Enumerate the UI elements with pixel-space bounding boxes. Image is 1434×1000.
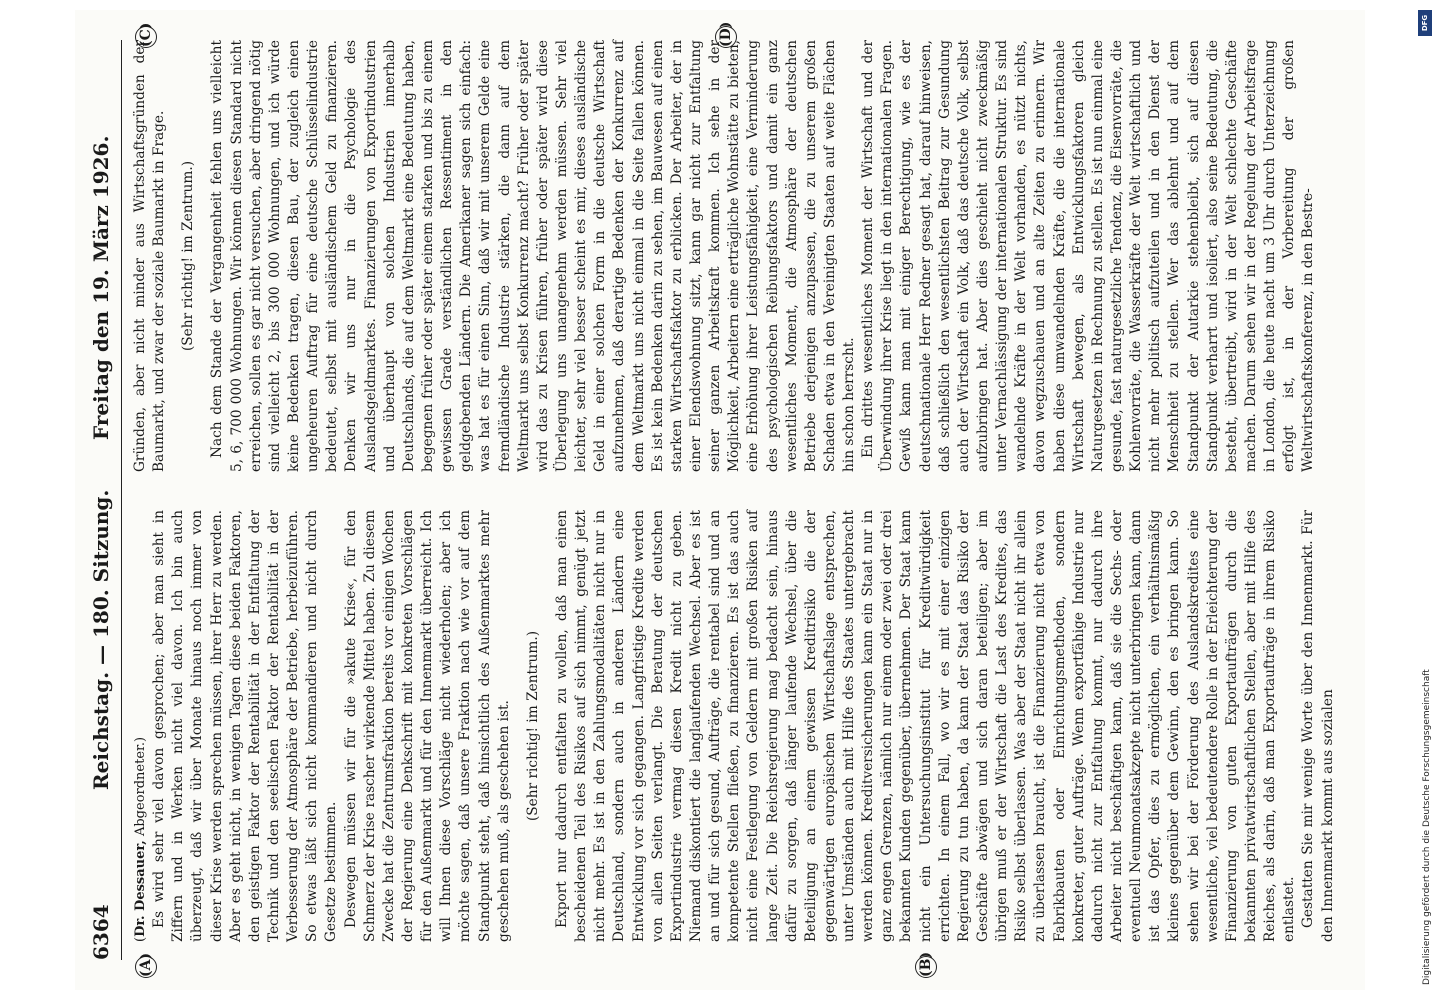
margin-marker-c: (C) [135,26,157,48]
paragraph: Ein drittes wesentliches Moment der Wirtschaft und der Überwindung ihrer Krise liegt in den internationalen Fragen. Gewiß kann man mit einiger Berechtigung, wie es der deutschnationale Herr Redner gesagt hat, darauf hinweisen, daß schließlich den wesentlichsten Beitrag zur Gesundung auch der Wirtschaft ein Volk, daß das deutsche Volk, selbst aufzubringen hat. Aber dies geschieht nicht zweckmäßig unter Vernachlässigung der internationalen Struktur. Es sind wandelnde Kräfte in der Welt vorhanden, es nützt nichts, davon wegzuschauen und an alte Zeiten zu erinnern. Wir haben diese umwandelnden Kräfte, die die internationale Wirtschaft bewegen, als Entwicklungsfaktoren gleich Naturgesetzen in Rechnung zu stellen. Es ist nun einmal eine gesunde, fast naturgesetzliche Tendenz, die Eisenvorräte, die Kohlenvorräte, die Wasserkräfte der Welt wirtschaftlich und nicht mehr politisch aufzuteilen und in den Dienst der Menschheit zu stellen. Wer das ablehnt und auf dem Standpunkt der Autarkie stehenbleibt, sich auf diesen Standpunkt verharrt und isoliert, also seine Bedeutung, die besteht, übertreibt, wird in der Welt schlechte Geschäfte machen. Darum sehen wir in der Regelung der Arbeitsfrage in London, die heute nacht um 3 Uhr durch Unterzeichnung erfolgt ist, in der Vorbereitung der großen Weltwirtschaftskonferenz, in den Bestre- [860,40,1317,472]
session-title: Reichstag. — 180. Sitzung. [89,489,113,790]
dfg-badge-text: DFG [1421,14,1429,32]
paragraph: Es wird sehr viel davon gesprochen; aber man sieht in Ziffern und in Werken nicht viel davon. Ich bin auch überzeugt, daß wir über Monate hinaus noch immer von dieser Krise werden sprechen müssen, ihrer Herr zu werden. Aber es geht nicht, in wenigen Tagen diese beiden Faktoren, den geistigen Faktor der Rentabilität in der Entfaltung der Technik und den seelischen Faktor der Rentabilität in der Verbesserung der Atmosphäre der Betriebe, herbeizuführen. So etwas läßt sich nicht kommandieren und nicht durch Gesetze bestimmen. [151,510,340,942]
paragraph: Nach dem Stande der Vergangenheit fehlen uns vielleicht 5, 6, 700 000 Wohnungen. Wir können diesen Standard nicht erreichen, sollen es gar nicht versuchen, aber dringend nötig sind vielleicht 2, bis 300 000 Wohnungen, und ich würde keine Bedenken tragen, diesen Bau, der zugleich einen ungeheuren Auftrag für eine deutsche Schlüsselindustrie bedeutet, selbst mit ausländischem Geld zu finanzieren. Denken wir uns nur in die Psychologie des Auslandsgeldmarktes. Finanzierungen von Exportindustrien und überhaupt von solchen Industrien innerhalb Deutschlands, die auf dem Weltmarkt eine Bedeutung haben, begegnen früher oder später einem starken und bis zu einem gewissen Grade verständlichen Ressentiment in den geldgebenden Ländern. Die Amerikaner sagen sich einfach: was hat es für einen Sinn, daß wir mit unserem Gelde eine fremdländische Industrie stärken, die dann auf dem Weltmarkt uns selbst Konkurrenz macht? Früher oder später wird das zu Krisen führen, früher oder später wird diese Überlegung uns unangenehm werden müssen. Sehr viel leichter, sehr viel besser scheint es mir, dieses ausländische Geld in einer solchen Form in die deutsche Wirtschaft aufzunehmen, daß derartige Bedenken der Konkurrenz auf dem Weltmarkt uns nicht einmal in die Seite fallen können. Es ist kein Bedenken darin zu sehen, im Bauwesen auf einen starken Wirtschaftsfaktor zu erblicken. Der Arbeiter, der in einer Elendswohnung sitzt, kann gar nicht zur Entfaltung seiner ganzen Arbeitskraft kommen. Ich sehe in der Möglichkeit, Arbeitern eine erträgliche Wohnstätte zu bieten, eine Erhöhung ihrer Leistungsfähigkeit, eine Verminderung des psychologischen Reibungsfaktors und damit ein ganz wesentliches Moment, die Atmosphäre der deutschen Betriebe derjenigen anzupassen, die zu unserem großen Schaden etwa in den Vereinigten Staaten auf weite Flächen hin schon herrscht. [209,40,858,472]
page-header [87,40,122,960]
right-column [131,40,1319,472]
page-number: 6364 [89,904,113,960]
margin-marker-a: (A) [135,956,157,978]
paragraph: Deswegen müssen wir für die »akute Krise«, für den Schmerz der Krise rascher wirkende Mittel haben. Zu diesem Zwecke hat die Zentrumsfraktion bereits vor einigen Wochen der Regierung eine Denkschrift mit konkreten Vorschlägen für den Außenmarkt und für den Innenmarkt überreicht. Ich will Ihnen diese Vorschläge nicht wiederholen; aber ich möchte sagen, daß unsere Fraktion nach wie vor auf dem Standpunkt steht, daß hinsichtlich des Außenmarktes mehr geschehen muß, als geschehen ist. [342,510,512,942]
speaker-line: (Dr. Dessauer, Abgeordneter.) [133,736,148,942]
paragraph: Gründen, aber nicht minder aus Wirtschaftsgründen der Baumarkt, und zwar der soziale Baumarkt in Frage. [132,40,168,472]
scanned-page [75,10,1365,990]
session-date: Freitag den 19. März 1926. [89,135,113,440]
paragraph: Gestatten Sie mir wenige Worte über den Innenmarkt. Für den Innenmarkt kommt aus sozialen [1300,510,1336,942]
left-column [131,510,1338,942]
speaker-name: Dr. Dessauer, [133,840,148,937]
speaker-suffix: ) [133,736,148,743]
margin-marker-d: (D) [715,26,737,48]
digitization-note: Digitalisierung gefördert durch die Deutsche Forschungsgemeinschaft [1422,669,1432,985]
paragraph: Export nur dadurch entfalten zu wollen, daß man einen bescheidenen Teil des Risikos auf sich nimmt, genügt jetzt nicht mehr. Es ist in den Zahlungsmodalitäten nicht nur in Deutschland, sondern auch in anderen Ländern eine Entwicklung vor sich gegangen. Langfristige Kredite werden von allen Seiten verlangt. Die Beratung der deutschen Exportindustrie vermag diesen Kredit nicht zu geben. Niemand diskontiert die langlaufenden Wechsel. Aber es ist an und für sich gesund, Aufträge, die rentabel sind und an kompetente Stellen fließen, zu finanzieren. Es ist das auch nicht eine Festlegung von Geldern mit großen Risiken auf lange Zeit. Die Reichsregierung mag bedacht sein, hinaus dafür zu sorgen, daß länger laufende Wechsel, über die Beteiligung an einem gewissen Kreditrisiko die der gegenwärtigen europäischen Wirtschaftslage entsprechen, unter Umständen auch mit Hilfe des Staates untergebracht werden können. Kreditversicherungen kann ein Staat nur in ganz engen Grenzen, nämlich nur einem oder zwei oder drei bekannten Kunden gegenüber, übernehmen. Der Staat kann nicht ein Untersuchungsinstitut für Kreditwürdigkeit errichten. In einem Fall, wo wir es mit einer einzigen Regierung zu tun haben, da kann der Staat das Risiko der Geschäfte abwägen und sich daran beteiligen; aber im übrigen muß er der Wirtschaft die Last des Kredites, das Risiko selbst überlassen. Was aber der Staat nicht ihr allein zu überlassen braucht, ist die Finanzierung nicht etwa von Fabrikbauten oder Einrichtungsmethoden, sondern konkreter, guter Aufträge. Wenn exportfähige Industrie nur dadurch nicht zur Entfaltung kommt, nur dadurch ihre Arbeiter nicht beschäftigen kann, daß sie die Sechs- oder eventuell Neunmonatsakzepte nicht unterbringen kann, dann ist das Opfer, dies zu ermöglichen, ein verhältnismäßig kleines gegenüber dem Gewinn, den es bringen kann. So sehen wir bei der Förderung des Auslandskredites eine wesentliche, viel bedeutendere Rolle in der Erleichterung der Finanzierung von guten Exportaufträgen durch die bekannten privatwirtschaftlichen Stellen, aber mit Hilfe des Reiches, als darin, daß man Exportaufträge in ihrem Risiko entlastet. [553,510,1298,942]
dfg-logo-icon [1418,10,1432,36]
interjection: (Sehr richtig! im Zentrum.) [524,630,541,822]
speaker-role: Abgeordneter. [133,742,148,837]
interjection: (Sehr richtig! im Zentrum.) [180,160,197,352]
margin-marker-b: (B) [915,956,937,978]
